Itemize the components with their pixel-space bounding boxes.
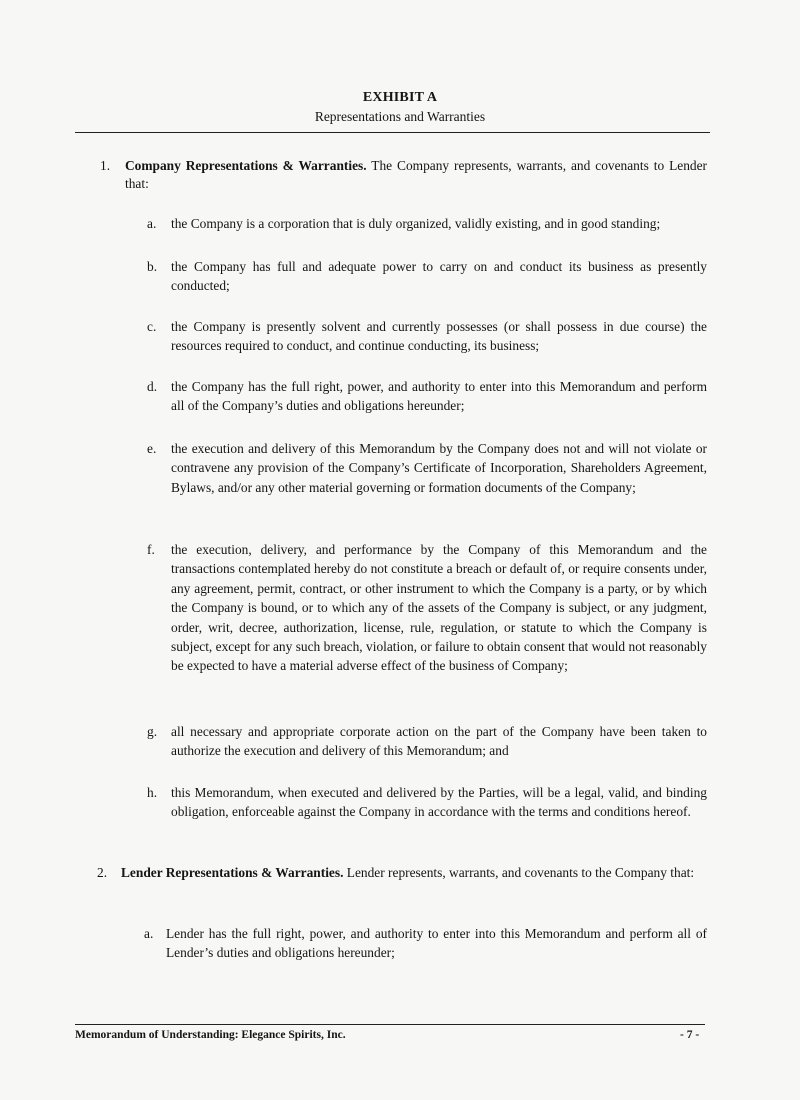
item-text: this Memorandum, when executed and delivered by the Parties, will be a legal, valid, and binding obligation, enforceable against the Company in accordance with the terms and conditions hereof. [171, 785, 707, 820]
item-text: the Company is presently solvent and currently possesses (or shall possess in due course) the resources required to conduct, and continue conducting, its business; [171, 319, 707, 354]
section-heading: Company Representations & Warranties. [125, 158, 367, 173]
item-text: all necessary and appropriate corporate action on the part of the Company have been taken to authorize the execution and delivery of this Memorandum; and [171, 724, 707, 759]
section-number: 2. [97, 865, 108, 880]
item-letter: c. [147, 319, 157, 334]
list-item [144, 924, 707, 963]
list-item [147, 722, 707, 761]
item-text: the Company is a corporation that is duly organized, validly existing, and in good standing; [171, 216, 661, 231]
list-item [147, 783, 707, 822]
item-letter: h. [147, 785, 158, 800]
list-item [147, 439, 707, 497]
list-item [147, 317, 707, 356]
item-letter: e. [147, 441, 157, 456]
section-1 [100, 157, 707, 193]
section-number: 1. [100, 158, 111, 173]
item-letter: a. [144, 926, 154, 941]
item-letter: f. [147, 542, 155, 557]
section-intro: The Company represents, warrants, and covenants to Lender that: [125, 158, 707, 191]
item-text: the Company has the full right, power, and authority to enter into this Memorandum and perform all of the Company’s duties and obligations hereunder; [171, 379, 707, 414]
footer-document-title: Memorandum of Understanding: Elegance Spirits, Inc. [75, 1029, 346, 1041]
exhibit-header [0, 90, 800, 125]
item-letter: g. [147, 724, 158, 739]
item-letter: d. [147, 379, 158, 394]
header-rule [75, 132, 710, 133]
footer-rule [75, 1024, 705, 1025]
item-text: the execution and delivery of this Memorandum by the Company does not and will not violate or contravene any provision of the Company’s Certificate of Incorporation, Shareholders Agreement, Bylaws, and/or any other material governing or formation documents of the Company; [171, 441, 707, 495]
item-text: the execution, delivery, and performance by the Company of this Memorandum and the transactions contemplated hereby do not constitute a breach or default of, or require consents under, any agreement, permit, contract, or other instrument to which the Company is a party, or by which the Company is bound, or to which any of the assets of the Company is subject, or any judgment, order, writ, decree, authorization, license, rule, regulation, or statute to which the Company is subject, except for any such breach, violation, or failure to obtain consent that would not reasonably be expected to have a material adverse effect of the business of Company; [171, 542, 707, 674]
list-item [147, 377, 707, 416]
exhibit-subtitle: Representations and Warranties [314, 109, 486, 124]
list-item [147, 214, 707, 233]
section-2 [97, 864, 707, 882]
item-text: Lender has the full right, power, and authority to enter into this Memorandum and perform all of Lender’s duties and obligations hereunder; [166, 926, 707, 961]
list-item [147, 540, 707, 676]
exhibit-title: EXHIBIT A [362, 90, 438, 105]
item-text: the Company has full and adequate power to carry on and conduct its business as presently conducted; [171, 259, 707, 294]
item-letter: a. [147, 216, 157, 231]
list-item [147, 257, 707, 296]
item-letter: b. [147, 259, 158, 274]
page-number: - 7 - [680, 1029, 700, 1041]
section-heading: Lender Representations & Warranties. [121, 865, 344, 880]
section-intro: Lender represents, warrants, and covenants to the Company that: [343, 865, 695, 880]
